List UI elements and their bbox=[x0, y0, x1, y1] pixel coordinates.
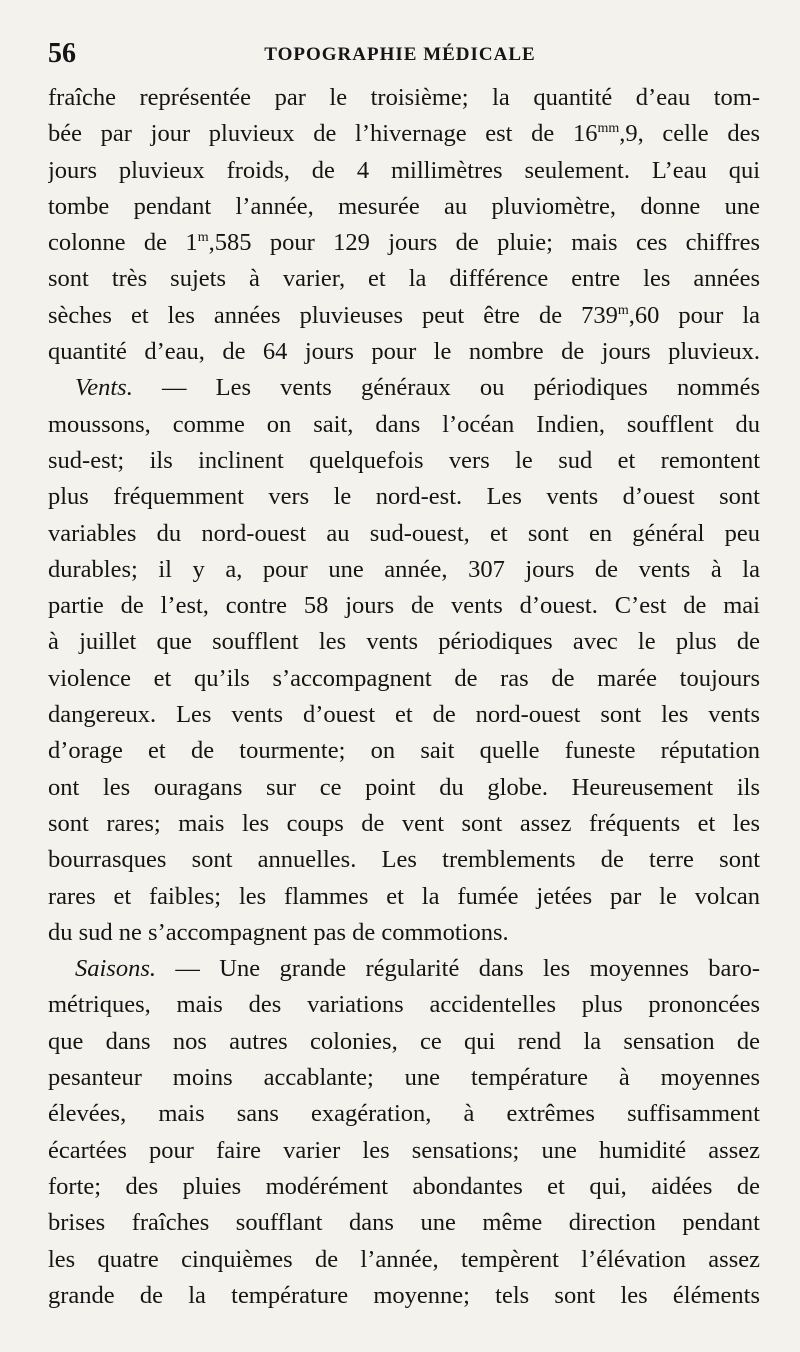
text-line: plus fréquemment vers le nord-est. Les vents d’ouest sont bbox=[48, 483, 760, 511]
text-line: à juillet que soufflent les vents périodiques avec le plus de bbox=[48, 628, 760, 656]
text-line: sud-est; ils inclinent quelquefois vers le sud et remontent bbox=[48, 446, 760, 474]
text-fragment: sèches et les années pluvieuses peut être de 739 bbox=[48, 301, 618, 329]
unit-superscript: m bbox=[197, 230, 209, 246]
text-line: jours pluvieux froids, de 4 millimètres seulement. L’eau qui bbox=[48, 156, 760, 184]
text-line: brises fraîches soufflant dans une même direction pendant bbox=[48, 1209, 760, 1237]
text-fragment: ,9, celle des bbox=[619, 120, 760, 148]
text-fragment: ,60 pour la bbox=[628, 301, 760, 329]
text-line: partie de l’est, contre 58 jours de vents d’ouest. C’est de mai bbox=[48, 592, 760, 620]
paragraph-start-line bbox=[48, 370, 760, 406]
text-line: sont très sujets à varier, et la différence entre les années bbox=[48, 265, 760, 293]
unit-superscript: mm bbox=[597, 121, 620, 137]
text-line: pesanteur moins accablante; une température à moyennes bbox=[48, 1064, 760, 1092]
text-fragment: ,585 pour 129 jours de pluie; mais ces chiffres bbox=[208, 229, 760, 257]
text-line: ont les ouragans sur ce point du globe. Heureusement ils bbox=[48, 773, 760, 801]
text-line: rares et faibles; les flammes et la fumée jetées par le volcan bbox=[48, 882, 760, 910]
unit-superscript: m bbox=[617, 302, 629, 318]
text-line: du sud ne s’accompagnent pas de commotions. bbox=[48, 918, 509, 946]
text-line: grande de la température moyenne; tels sont les éléments bbox=[48, 1281, 760, 1309]
text-line bbox=[48, 225, 760, 261]
paragraph-start-line bbox=[48, 951, 760, 987]
text-line: fraîche représentée par le troisième; la quantité d’eau tom- bbox=[48, 84, 760, 111]
section-lead-vents: Vents. bbox=[75, 374, 133, 402]
text-line bbox=[48, 116, 760, 152]
text-line: écartées pour faire varier les sensations; une humidité assez bbox=[48, 1136, 760, 1164]
text-line: dangereux. Les vents d’ouest et de nord-ouest sont les vents bbox=[48, 701, 760, 729]
text-line: quantité d’eau, de 64 jours pour le nombre de jours pluvieux. bbox=[48, 338, 760, 366]
body-text bbox=[48, 80, 760, 1314]
text-line: sont rares; mais les coups de vent sont assez fréquents et les bbox=[48, 809, 760, 837]
text-line: tombe pendant l’année, mesurée au pluviomètre, donne une bbox=[48, 192, 760, 220]
text-line: moussons, comme on sait, dans l’océan Indien, soufflent du bbox=[48, 410, 760, 438]
text-line: d’orage et de tourmente; on sait quelle funeste réputation bbox=[48, 737, 760, 765]
text-line bbox=[48, 298, 760, 334]
page-header bbox=[48, 36, 752, 76]
running-title: TOPOGRAPHIE MÉDICALE bbox=[264, 44, 536, 65]
text-fragment: — Une grande régularité dans les moyennes baro- bbox=[156, 955, 760, 983]
text-fragment: — Les vents généraux ou périodiques nommés bbox=[132, 374, 760, 402]
text-line: forte; des pluies modérément abondantes et qui, aidées de bbox=[48, 1172, 760, 1200]
section-lead-saisons: Saisons. bbox=[75, 955, 157, 983]
text-line: les quatre cinquièmes de l’année, tempèrent l’élévation assez bbox=[48, 1245, 760, 1273]
text-line: bourrasques sont annuelles. Les tremblements de terre sont bbox=[48, 846, 760, 874]
text-line: variables du nord-ouest au sud-ouest, et sont en général peu bbox=[48, 519, 760, 547]
text-line: métriques, mais des variations accidentelles plus prononcées bbox=[48, 991, 760, 1019]
text-fragment: colonne de 1 bbox=[48, 229, 198, 257]
text-line: violence et qu’ils s’accompagnent de ras de marée toujours bbox=[48, 664, 760, 692]
text-line: que dans nos autres colonies, ce qui rend la sensation de bbox=[48, 1027, 760, 1055]
text-fragment: bée par jour pluvieux de l’hivernage est de 16 bbox=[48, 120, 598, 148]
text-line: élevées, mais sans exagération, à extrêmes suffisamment bbox=[48, 1100, 760, 1128]
text-line: durables; il y a, pour une année, 307 jours de vents à la bbox=[48, 555, 760, 583]
page-number: 56 bbox=[48, 38, 76, 69]
